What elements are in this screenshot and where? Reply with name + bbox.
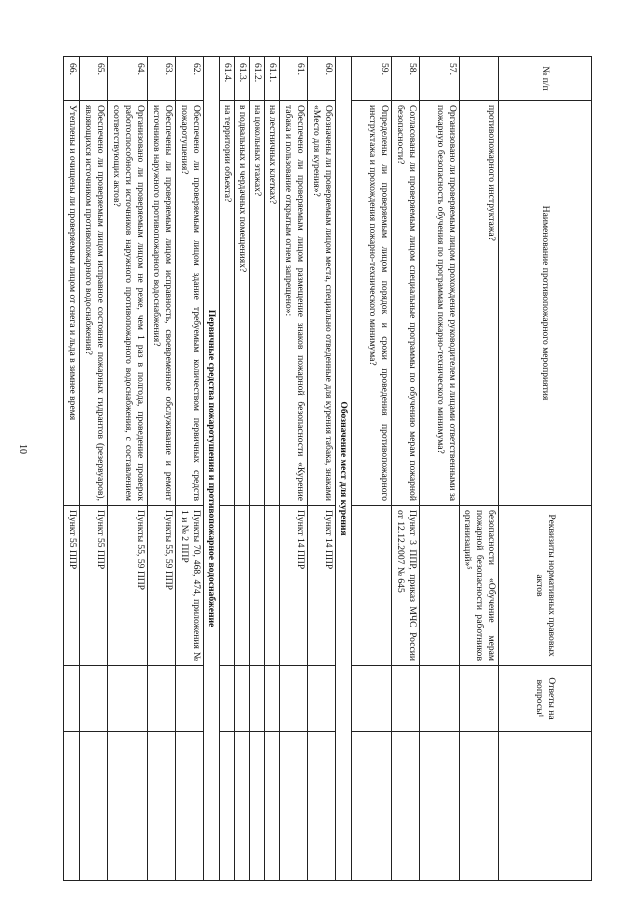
row-number: 58. (392, 57, 420, 101)
measure-name: Определены ли проверяемым лицом порядок и сроки проведения противопожарного инструктажа и прохождения пожарно-технического минимума? (352, 101, 392, 506)
requisites-cell: Пункт 55 ППР (64, 506, 80, 666)
row-number: 62. (176, 57, 204, 101)
blank-cell (108, 732, 148, 881)
measure-name: Утеплены и очищены ли проверяемым лицом от снега и льда в зимнее время (64, 101, 80, 506)
row-number: 59. (352, 57, 392, 101)
table-row (280, 57, 308, 881)
section-title: Первичные средства пожаротушения и противопожарное водоснабжение (204, 57, 220, 881)
table-row (420, 57, 460, 881)
blank-cell (420, 732, 460, 881)
row-number: 61.3. (235, 57, 250, 101)
row-number: 61. (280, 57, 308, 101)
answer-cell (148, 666, 176, 732)
answer-cell (108, 666, 148, 732)
answer-cell (220, 666, 235, 732)
header-requisites: Реквизиты нормативных правовых актов (499, 506, 592, 666)
row-number: 57. (420, 57, 460, 101)
table-body (64, 57, 499, 881)
requisites-cell (235, 506, 250, 666)
header-name: Наименование противопожарного мероприятия (499, 101, 592, 506)
rotated-document-page (67, 56, 592, 880)
header-answers: Ответы на вопросы¹ (499, 666, 592, 732)
answer-cell (250, 666, 265, 732)
row-number: 61.4. (220, 57, 235, 101)
header-num: № п/п (499, 57, 592, 101)
blank-cell (148, 732, 176, 881)
table-row (235, 57, 250, 881)
measure-name: Обозначены ли проверяемым лицом места, специально отведенные для курения табака, знаками «Место для курения»? (308, 101, 336, 506)
answer-cell (308, 666, 336, 732)
row-number: 61.2. (250, 57, 265, 101)
answer-cell (392, 666, 420, 732)
requisites-cell (220, 506, 235, 666)
answer-cell (265, 666, 280, 732)
requisites-cell: Пункты 55, 59 ППР (148, 506, 176, 666)
blank-cell (265, 732, 280, 881)
answer-cell (176, 666, 204, 732)
measure-name: Обеспечены ли проверяемым лицом исправность, своевременное обслуживание и ремонт источников наружного противопожарного водоснабжения? (148, 101, 176, 506)
row-number: 64. (108, 57, 148, 101)
table-row (460, 57, 499, 881)
requisites-cell: Пункт 3 ППР, приказ МЧС России от 12.12.2007 № 645 (392, 506, 420, 666)
requisites-cell (250, 506, 265, 666)
table-row (108, 57, 148, 881)
answer-cell (460, 666, 499, 732)
blank-cell (392, 732, 420, 881)
requisites-cell (420, 506, 460, 666)
measure-name: Организовано ли проверяемым лицом не реже, чем 1 раз в полгода, проведение проверок работоспособности источников наружного противопожарного водоснабжения, с составлением соответствующих актов? (108, 101, 148, 506)
blank-cell (235, 732, 250, 881)
measure-name: Организовано ли проверяемым лицом прохождение руководителем и лицами ответственными за пожарную безопасность обучения по программам пожарно-технического минимума? (420, 101, 460, 506)
blank-cell (352, 732, 392, 881)
answer-cell (64, 666, 80, 732)
answer-cell (280, 666, 308, 732)
blank-cell (250, 732, 265, 881)
requisites-cell: Пункт 14 ППР (280, 506, 308, 666)
table-row (250, 57, 265, 881)
measure-name: на территории объекта? (220, 101, 235, 506)
table-row (148, 57, 176, 881)
table-row (80, 57, 108, 881)
answer-cell (352, 666, 392, 732)
table-row (176, 57, 204, 881)
table-row (308, 57, 336, 881)
blank-cell (460, 732, 499, 881)
row-number: 60. (308, 57, 336, 101)
requisites-cell (265, 506, 280, 666)
requisites-cell: Пункты 55, 59 ППР (108, 506, 148, 666)
measure-name: на цокольных этажах? (250, 101, 265, 506)
table-row (220, 57, 235, 881)
requisites-cell: Пункт 55 ППР (80, 506, 108, 666)
row-number: 65. (80, 57, 108, 101)
measure-name: Обеспечено ли проверяемым лицом здание требуемым количеством первичных средств пожаротушения? (176, 101, 204, 506)
measure-name: противопожарного инструктажа? (460, 101, 499, 506)
row-number: 63. (148, 57, 176, 101)
blank-cell (64, 732, 80, 881)
page-number: 10 (17, 444, 28, 454)
answer-cell (80, 666, 108, 732)
row-number (460, 57, 499, 101)
section-title: Обозначение мест для курения (336, 57, 352, 881)
table-row (64, 57, 80, 881)
row-number: 61.1. (265, 57, 280, 101)
table-row (352, 57, 392, 881)
measure-name: Согласованы ли проверяемым лицом специальные программы по обучению мерам пожарной безопасности? (392, 101, 420, 506)
header-blank (499, 732, 592, 881)
requisites-cell (352, 506, 392, 666)
table-header-row (499, 57, 592, 881)
table-row (392, 57, 420, 881)
blank-cell (220, 732, 235, 881)
section-row (336, 57, 352, 881)
blank-cell (280, 732, 308, 881)
measure-name: Обеспечено ли проверяемым лицом исправное состояние пожарных гидрантов (резервуаров), являющихся источником противопожарного водоснабжения? (80, 101, 108, 506)
answer-cell (235, 666, 250, 732)
row-number: 66. (64, 57, 80, 101)
measure-name: в подвальных и чердачных помещениях? (235, 101, 250, 506)
answer-cell (420, 666, 460, 732)
measure-name: Обеспечено ли проверяемым лицом размещение знаков пожарной безопасности «Курение табака и пользование открытым огнем запрещено»: (280, 101, 308, 506)
requisites-cell: Пункт 14 ППР (308, 506, 336, 666)
blank-cell (176, 732, 204, 881)
blank-cell (308, 732, 336, 881)
requisites-cell: Пункты 70, 468, 474, приложения № 1 и № 2 ППР (176, 506, 204, 666)
table-row (265, 57, 280, 881)
blank-cell (80, 732, 108, 881)
section-row (204, 57, 220, 881)
measure-name: на лестничных клетках? (265, 101, 280, 506)
requisites-cell: безопасности «Обучение мерам пожарной безопасности работников организаций»⁵ (460, 506, 499, 666)
checklist-table (63, 56, 592, 881)
